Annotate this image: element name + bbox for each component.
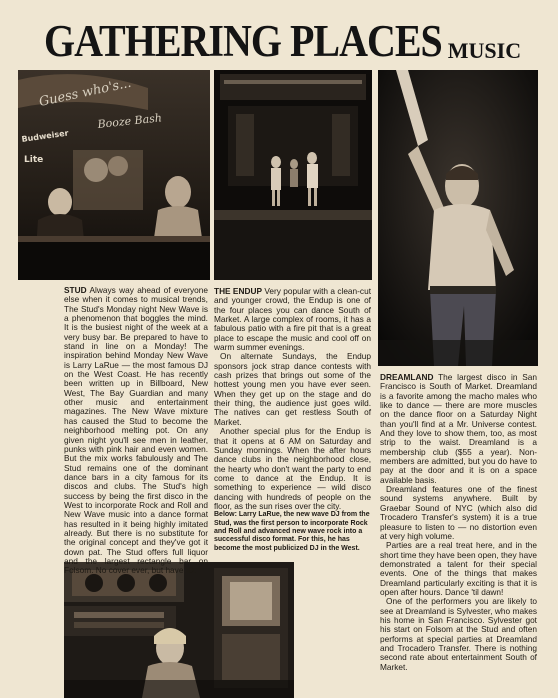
stud-neon-sign-guess: Guess who's... [37, 75, 133, 110]
endup-photo-illustration [214, 70, 372, 280]
endup-paragraph-3: Another special plus for the Endup is that it opens at 6 AM on Saturday and Sunday mornings. When the after hours dance clubs in the neighborhood close, the hearty who don't want the party to end come to dance at the Endup. It is something to experience — wild disco dancing with hundreds of people on the floor, as the sun rises over the city. [214, 426, 371, 511]
page-header [44, 14, 522, 67]
article-dreamland [380, 373, 537, 672]
page-title: GATHERING PLACES [44, 14, 442, 67]
article-stud [64, 286, 208, 576]
dreamland-heading: DREAMLAND [380, 372, 434, 382]
endup-heading: THE ENDUP [214, 286, 262, 296]
stud-heading: STUD [64, 285, 87, 295]
photo-larry-larue-dj [64, 562, 294, 698]
section-tag: MUSIC [447, 38, 522, 63]
larue-photo-illustration [64, 562, 294, 698]
stud-bar-photo-illustration [18, 70, 210, 280]
stud-paragraph [64, 286, 208, 576]
dreamland-paragraph-4: One of the performers you are likely to see at Dreamland is Sylvester, who makes his home in San Francisco. Sylvester got his start on Folsom at the Stud and often performs at special parties at Dreamland and Trocadero Transfer. There is nothing second rate about entertainment South of Market. [380, 596, 537, 672]
dreamland-paragraph-1 [380, 373, 537, 485]
endup-paragraph-1 [214, 287, 371, 352]
stud-paragraph-text: Always way ahead of everyone else when it comes to musical trends, The Stud's Monday night New Wave is a phenomenon that boggles the mind. It is the busiest night of the week at a very busy bar. Be prepared to have to stand in line on a Monday! The inspiration behind Monday New Wave is Larry LaRue — the most famous DJ on the West Coast. He has recently been written up in Billboard, New West, The Bay Guardian and many other music and entertainment magazines. The New Wave mixture has caused the Stud to become the neighborhood melting pot. On any given night you'll see men in leather, punks with pink hair and even women. But the mix works fabulously and The Stud remains one of the dominant dance bars in a city famous for its discos and clubs. The Stud's high success by being the first disco in the West to incorporate Rock and Roll and New Wave music into a dance format has resulted in it being highly imitated already. But there is no substitute for the original concept and they've got it down pat. The Stud offers full liquor and the largest rectangle bar on Folsom. No cover ever, but have ID. [64, 285, 208, 576]
photo-stud-bar [18, 70, 210, 280]
dreamland-paragraph-3: Parties are a real treat here, and in the short time they have been open, they have demonstrated a talent for their special events. One of the things that makes Dreamland particularly exciting is that it is open after hours. Dance 'til dawn! [380, 540, 537, 597]
endup-paragraph-1-text: Very popular with a clean-cut and younger crowd, the Endup is one of the four places you can dance South of Market. A large complex of rooms, it has a fabulous patio with a fire pit that is a great place to escape the music and cool off on warm summer evenings. [214, 286, 371, 353]
stud-neon-sign-booze: Booze Bash [96, 111, 163, 131]
photo-dreamland-dancer [378, 70, 538, 366]
dreamland-paragraph-2: Dreamland features one of the finest sound systems anywhere. Built by Graebar Sound of NYC (which also did Trocadero Transfer's system) it is a true pleasure to listen to — no distortion even at very high volume. [380, 484, 537, 541]
photo-caption-larue: Below: Larry LaRue, the new wave DJ from the Stud, was the first person to incorporate Rock and Roll and advanced new wave rock into a successful disco format. For this, he has become the most publicized DJ in the West. [214, 511, 370, 552]
endup-paragraph-2: On alternate Sundays, the Endup sponsors jock strap dance contests with cash prizes that brings out some of the hottest young men you have ever seen. When they get up on the stage and do their thing, the audience just goes wild. The natives can get restless South of Market. [214, 351, 371, 427]
article-endup [214, 287, 371, 553]
stud-sign-budweiser: Budweiser [21, 128, 70, 144]
dreamland-paragraph-1-text: The largest disco in San Francisco is South of Market. Dreamland is a favorite among the macho males who like to dance — there are more muscles on the dance floor on a Saturday Night than you'll find at a Mr. Universe contest. And they love to show them, too, as most strip to the waist. Dreamland is a membership club ($55 a year). Non-members are admitted, but you do have to pay at the door and it is on a space available basis. [380, 372, 537, 485]
dreamland-photo-illustration [378, 70, 538, 366]
stud-sign-lite: Lite [24, 155, 44, 165]
photo-endup-dancefloor [214, 70, 372, 280]
